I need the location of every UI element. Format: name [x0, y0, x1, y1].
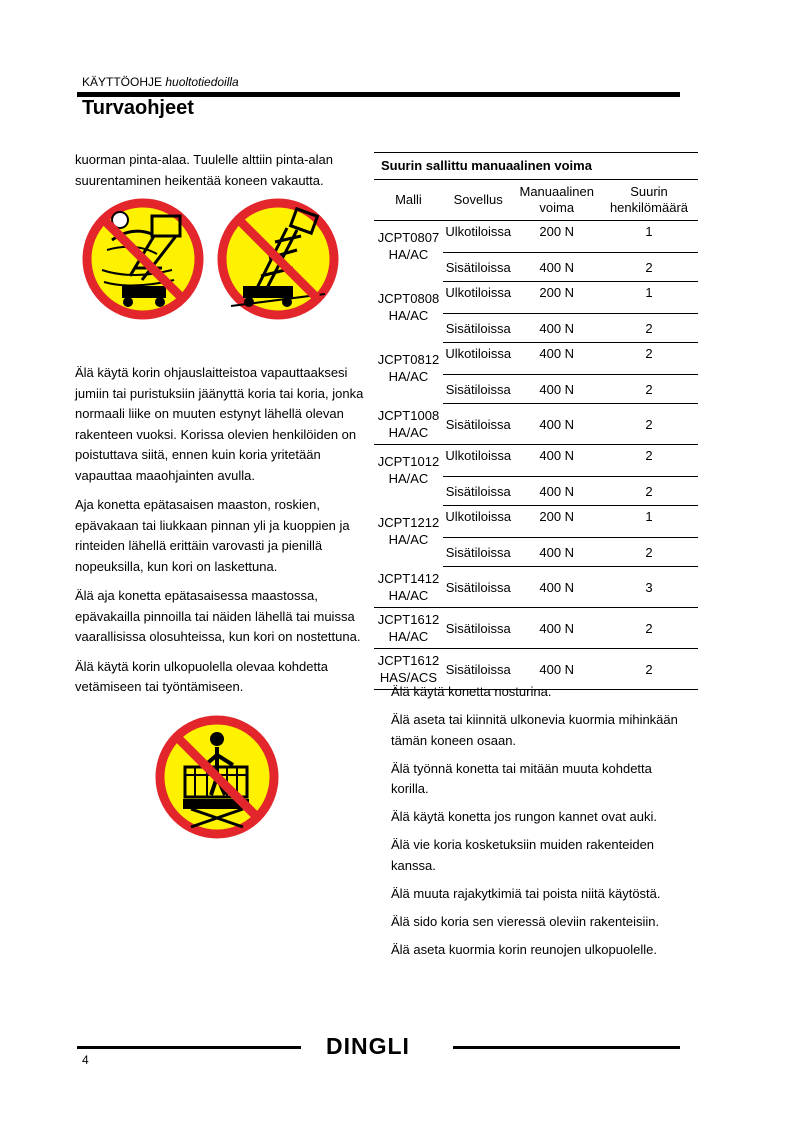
right-notes [391, 682, 691, 968]
table-header-row [374, 180, 698, 221]
cell-persons: 2 [600, 375, 698, 404]
cell-application: Ulkotiloissa [443, 343, 514, 375]
table-row [374, 221, 698, 253]
note-item: Älä työnnä konetta tai mitään muuta kohdetta korilla. [391, 760, 652, 796]
cell-persons: 2 [600, 253, 698, 282]
cell-force: 400 N [514, 567, 600, 608]
page-title: Turvaohjeet [82, 97, 194, 119]
cell-model: JCPT1612 HA/AC [374, 608, 443, 649]
paragraph-jammed-basket: Älä käytä korin ohjauslaitteistoa vapauttaaksesi jumiin tai puristuksiin jäänyttä koria tai koria, jonka normaali liike on muuten estynyt lähellä olevan rakenteen vuoksi. Korissa olevien henkilöiden on poistuttava siitä, ennen kuin koria yritetään vapauttaa maaohjainten avulla. [75, 365, 364, 483]
prohibition-signs-row [82, 198, 332, 323]
cell-persons: 2 [600, 649, 698, 690]
cell-persons: 2 [600, 445, 698, 477]
cell-model: JCPT1212 HA/AC [377, 514, 440, 547]
cell-force: 400 N [514, 649, 600, 690]
cell-force: 400 N [514, 538, 600, 567]
cell-force: 200 N [514, 506, 600, 538]
cell-application: Sisätiloissa [443, 608, 514, 649]
cell-application: Sisätiloissa [443, 477, 514, 506]
cell-persons: 2 [600, 404, 698, 445]
note-item: Älä muuta rajakytkimiä tai poista niitä käytöstä. [391, 885, 661, 901]
footer-rule-right [453, 1046, 680, 1049]
cell-application: Ulkotiloissa [443, 221, 514, 253]
cell-application: Sisätiloissa [443, 404, 514, 445]
cell-application: Sisätiloissa [443, 538, 514, 567]
note-item: Älä vie koria kosketuksiin muiden rakenteiden kanssa. [391, 837, 655, 873]
header-model: Malli [374, 180, 443, 221]
paragraph-rough-terrain: Aja konetta epätasaisen maaston, roskien, epävakaan tai liukkaan pinnan yli ja kuoppien ja rinteiden lähellä erittäin varovasti ja pienillä nopeuksilla, kun kori on laskettuna. [75, 497, 350, 574]
cell-model: JCPT0812 HA/AC [377, 351, 440, 384]
cell-force: 400 N [514, 253, 600, 282]
cell-force: 400 N [514, 343, 600, 375]
note-item: Älä käytä konetta jos rungon kannet ovat auki. [391, 809, 657, 824]
footer-rule-left [77, 1046, 301, 1049]
header-max-persons: Suurin henkilömäärä [600, 180, 698, 221]
paragraph-elevated-driving: Älä aja konetta epätasaisessa maastossa, epävakailla pinnoilla tai näiden lähellä tai muissa vaarallisissa olosuhteissa, kun kori on nostettuna. [75, 588, 361, 644]
note-item: Älä sido koria sen vieressä oleviin rakenteisiin. [391, 913, 660, 929]
note-item: Älä aseta tai kiinnitä ulkonevia kuormia mihinkään tämän koneen osaan. [391, 712, 678, 748]
cell-persons: 1 [600, 282, 698, 314]
no-pushing-object-icon [155, 715, 279, 839]
cell-force: 200 N [514, 221, 600, 253]
table-row [374, 608, 698, 649]
cell-force: 200 N [514, 282, 600, 314]
cell-application: Sisätiloissa [443, 567, 514, 608]
table-row [374, 343, 698, 375]
no-tipover-slope-icon [217, 198, 339, 320]
cell-force: 400 N [514, 608, 600, 649]
cell-application: Ulkotiloissa [443, 445, 514, 477]
header-manual-force: Manuaalinen voima [514, 180, 600, 221]
cell-application: Ulkotiloissa [443, 506, 514, 538]
cell-persons: 2 [600, 477, 698, 506]
header-subtitle-main: KÄYTTÖOHJE [82, 75, 166, 89]
cell-force: 400 N [514, 445, 600, 477]
cell-model: JCPT1612 HAS/ACS [374, 649, 443, 690]
cell-force: 400 N [514, 404, 600, 445]
header-application: Sovellus [443, 180, 514, 221]
cell-application: Sisätiloissa [443, 253, 514, 282]
cell-application: Ulkotiloissa [443, 282, 514, 314]
paragraph-no-pull-push: Älä käytä korin ulkopuolella olevaa kohdetta vetämiseen tai työntämiseen. [75, 658, 328, 694]
cell-model: JCPT1008 HA/AC [374, 404, 443, 445]
table-caption: Suurin sallittu manuaalinen voima [374, 152, 698, 180]
cell-force: 400 N [514, 375, 600, 404]
cell-model: JCPT0807 HA/AC [377, 230, 440, 262]
manual-force-table [374, 152, 698, 690]
note-item: Älä aseta kuormia korin reunojen ulkopuolelle. [391, 941, 657, 957]
no-wind-tipover-icon [82, 198, 204, 320]
cell-persons: 2 [600, 608, 698, 649]
table-row [374, 404, 698, 445]
header-subtitle-italic: huoltotiedoilla [165, 75, 239, 89]
cell-model: JCPT0808 HA/AC [377, 290, 440, 323]
table-row [374, 567, 698, 608]
cell-application: Sisätiloissa [443, 649, 514, 690]
cell-application: Sisätiloissa [443, 375, 514, 404]
header-subtitle [82, 75, 239, 89]
cell-persons: 2 [600, 343, 698, 375]
table-row [374, 282, 698, 314]
cell-model: JCPT1412 HA/AC [374, 567, 443, 608]
intro-paragraph: kuorman pinta-alaa. Tuulelle alttiin pinta-alan suurentaminen heikentää koneen vakautta. [75, 152, 333, 188]
page-number: 4 [82, 1053, 89, 1067]
brand-logo: DINGLI [326, 1033, 410, 1059]
cell-persons: 1 [600, 221, 698, 253]
cell-persons: 2 [600, 314, 698, 343]
cell-persons: 1 [600, 506, 698, 538]
cell-force: 400 N [514, 314, 600, 343]
cell-force: 400 N [514, 477, 600, 506]
cell-persons: 3 [600, 567, 698, 608]
cell-application: Sisätiloissa [443, 314, 514, 343]
table-row [374, 445, 698, 477]
table-row [374, 506, 698, 538]
cell-model: JCPT1012 HA/AC [377, 454, 440, 486]
cell-persons: 2 [600, 538, 698, 567]
note-item: Älä käytä konetta nosturina. [391, 684, 552, 699]
